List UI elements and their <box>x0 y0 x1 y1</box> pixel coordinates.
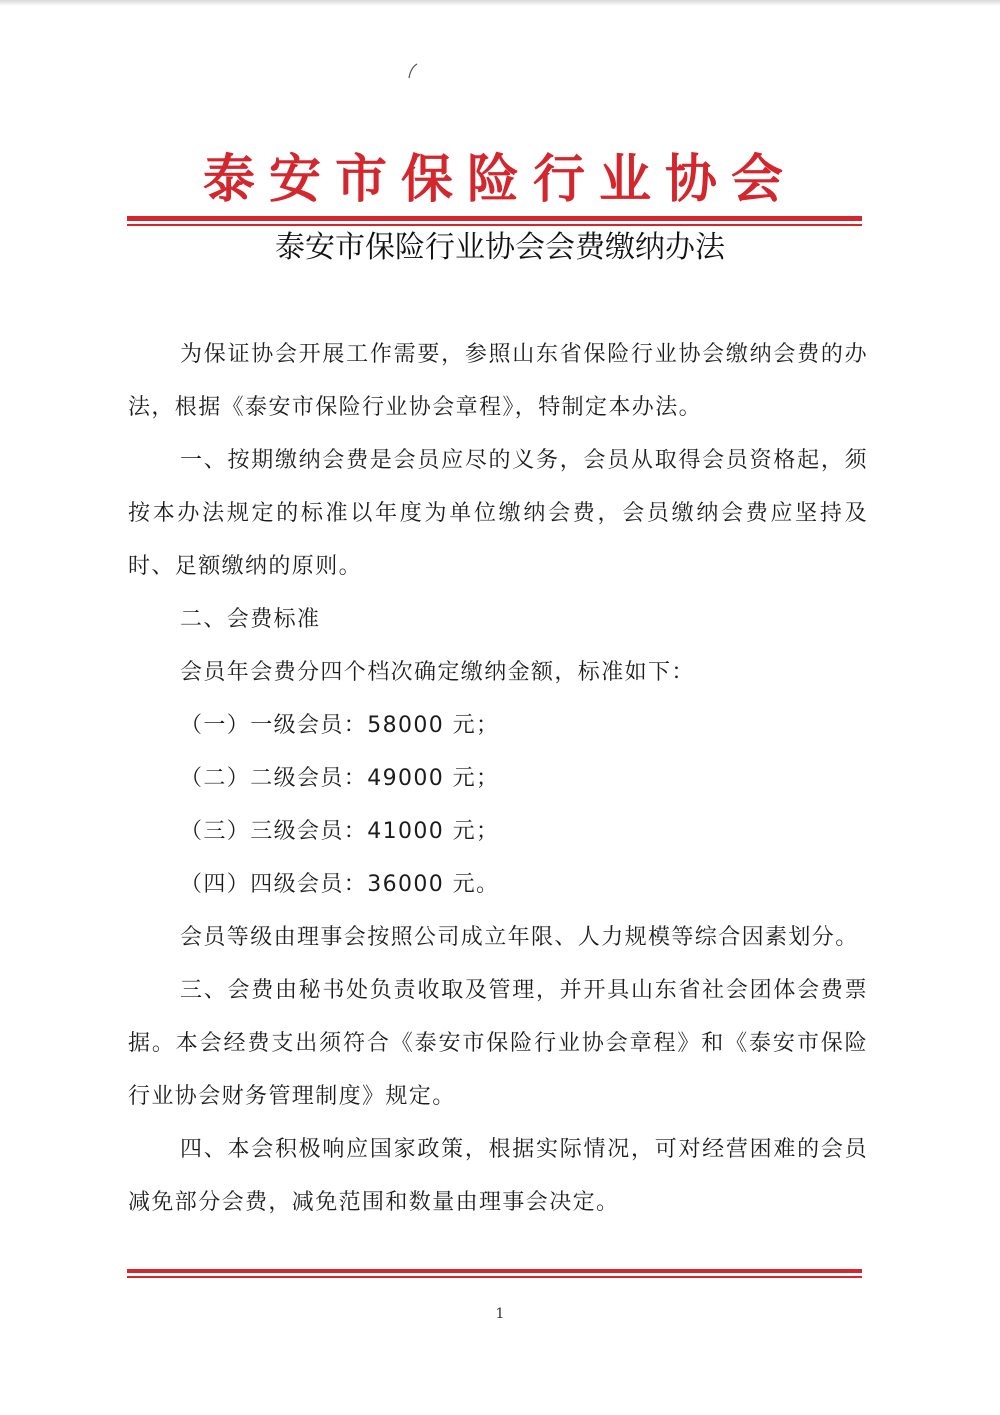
letterhead-red-rule-thick <box>127 216 862 221</box>
pen-mark <box>406 62 420 80</box>
paragraph-intro: 为保证协会开展工作需要，参照山东省保险行业协会缴纳会费的办法，根据《泰安市保险行业协会章程》，特制定本办法。 <box>128 342 868 420</box>
footer-red-rule-thick <box>127 1269 862 1273</box>
footer-red-rule-thin <box>127 1276 862 1278</box>
document-body <box>128 328 868 1229</box>
page-number: 1 <box>495 1306 505 1322</box>
document-title: 泰安市保险行业协会会费缴纳办法 <box>275 230 725 265</box>
fee-tier-3: （三）三级会员：41000 元； <box>180 819 500 844</box>
paragraph-fee-tiers-intro: 会员年会费分四个档次确定缴纳金额，标准如下： <box>180 660 695 685</box>
paragraph-section-4: 四、本会积极响应国家政策，根据实际情况，可对经营困难的会员减免部分会费，减免范围和数量由理事会决定。 <box>128 1137 868 1215</box>
fee-tier-4: （四）四级会员：36000 元。 <box>180 872 500 897</box>
fee-tier-2: （二）二级会员：49000 元； <box>180 766 500 791</box>
paragraph-section-2-heading: 二、会费标准 <box>180 607 321 632</box>
fee-tier-1: （一）一级会员：58000 元； <box>180 713 500 738</box>
paragraph-section-3: 三、会费由秘书处负责收取及管理，并开具山东省社会团体会费票据。本会经费支出须符合《泰安市保险行业协会章程》和《泰安市保险行业协会财务管理制度》规定。 <box>128 978 868 1109</box>
scan-edge <box>0 0 1000 6</box>
letterhead-org-name: 泰安市保险行业协会 <box>202 149 797 210</box>
paragraph-section-1: 一、按期缴纳会费是会员应尽的义务，会员从取得会员资格起，须按本办法规定的标准以年度为单位缴纳会费，会员缴纳会费应坚持及时、足额缴纳的原则。 <box>128 448 868 579</box>
paragraph-member-grading: 会员等级由理事会按照公司成立年限、人力规模等综合因素划分。 <box>180 925 859 950</box>
